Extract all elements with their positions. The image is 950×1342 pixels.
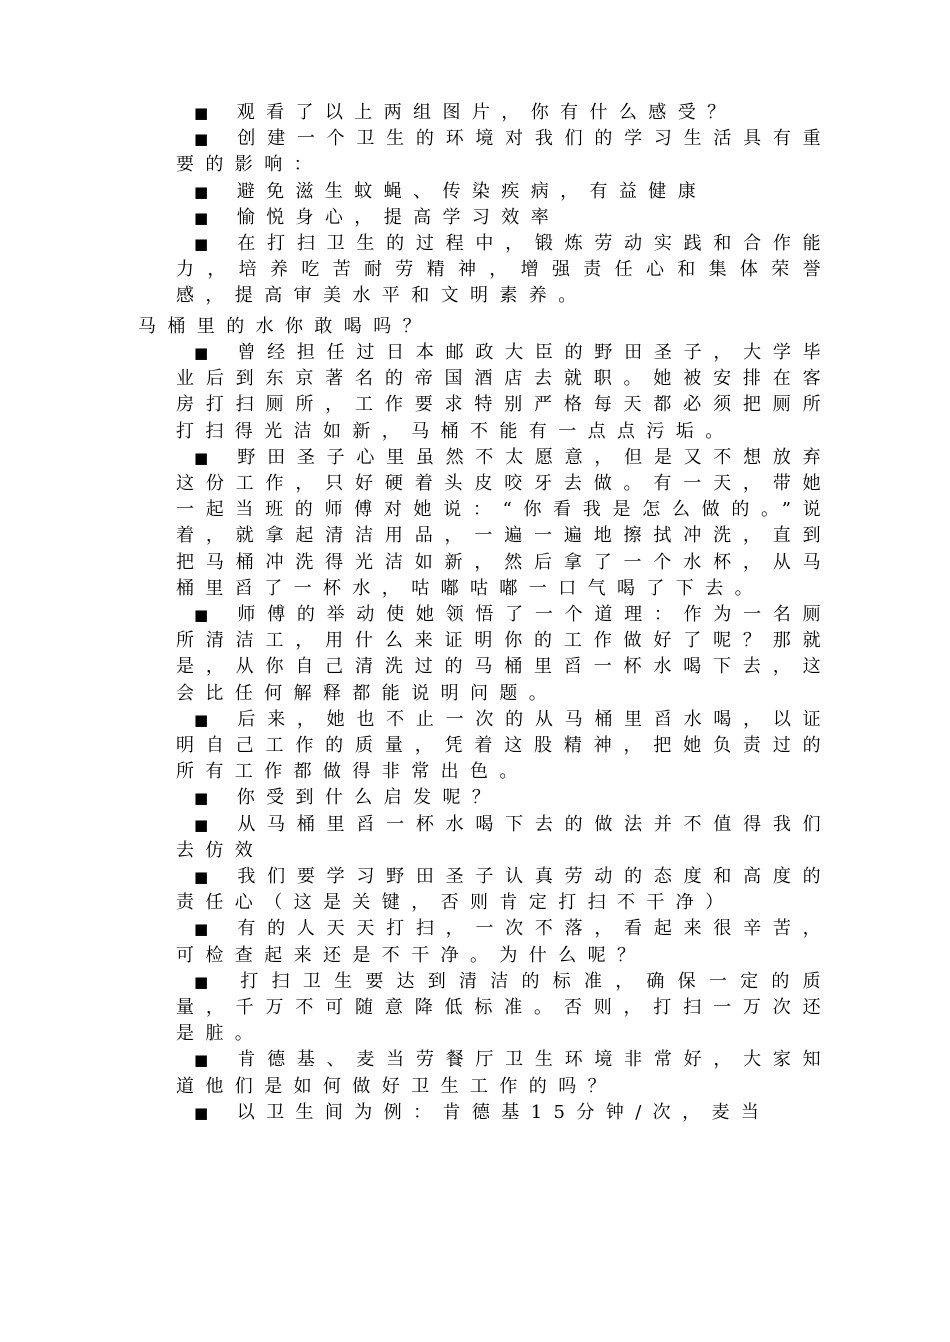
paragraph-text: 你受到什么启发呢？ [236,787,502,809]
paragraph-text: 愉悦身心，提高学习效率 [236,206,561,228]
bullet-square-icon: ■ [194,448,220,467]
section-a [176,100,832,310]
paragraph [176,602,832,707]
bullet-square-icon: ■ [194,815,220,834]
bullet-square-icon: ■ [194,606,220,625]
bullet-square-icon: ■ [194,868,220,887]
bullet-square-icon: ■ [194,104,220,122]
paragraph-text: 打扫卫生要达到清洁的标准，确保一定的质量，千万不可随意降低标准。否则，打扫一万次还是脏。 [176,970,833,1045]
paragraph [176,707,832,786]
paragraph-text: 后来，她也不止一次的从马桶里舀水喝，以证明自己工作的质量，凭着这股精神，把她负责过的所有工作都做得非常出色。 [176,708,833,783]
bullet-square-icon: ■ [194,1051,220,1070]
paragraph-text: 创建一个卫生的环境对我们的学习生活具有重要的影响： [176,128,833,176]
paragraph-text: 曾经担任过日本邮政大臣的野田圣子，大学毕业后到东京著名的帝国酒店去就职。她被安排在客房打扫厕所，工作要求特别严格每天都必须把厕所打扫得光洁如新，马桶不能有一点点污垢。 [176,342,833,442]
paragraph [176,1100,832,1126]
paragraph [176,445,832,602]
paragraph [176,340,832,445]
bullet-square-icon: ■ [194,710,220,729]
paragraph-text: 在打扫卫生的过程中，锻炼劳动实践和合作能力，培养吃苦耐劳精神，增强责任心和集体荣誉感，提高审美水平和文明素养。 [176,233,833,307]
paragraph-text: 肯德基、麦当劳餐厅卫生环境非常好，大家知道他们是如何做好卫生工作的吗？ [176,1049,833,1097]
paragraph-text: 我们要学习野田圣子认真劳动的态度和高度的责任心（这是关键，否则肯定打扫不干净） [176,866,833,914]
paragraph [176,969,832,1048]
paragraph [176,916,832,968]
bullet-square-icon: ■ [194,920,220,939]
bullet-square-icon: ■ [194,235,220,254]
paragraph [176,205,832,231]
paragraph-text: 以卫生间为例：肯德基15分钟/次，麦当 [236,1101,771,1123]
bullet-square-icon: ■ [194,344,220,362]
paragraph-text: 师傅的举动使她领悟了一个道理：作为一名厕所清洁工，用什么来证明你的工作做好了呢？那就是，从你自己清洗过的马桶里舀一杯水喝下去，这会比任何解释都能说明问题。 [176,604,833,704]
paragraph-text: 从马桶里舀一杯水喝下去的做法并不值得我们去仿效 [176,813,833,861]
bullet-square-icon: ■ [194,130,220,149]
bullet-square-icon: ■ [194,182,220,201]
paragraph [176,126,832,178]
paragraph [176,100,832,126]
paragraph-text: 观看了以上两组图片，你有什么感受？ [236,102,737,123]
section-b [176,340,832,1126]
bullet-square-icon: ■ [194,972,222,991]
paragraph-text: 有的人天天打扫，一次不落，看起来很辛苦，可检查起来还是不干净。为什么呢？ [176,918,833,966]
bullet-square-icon: ■ [194,208,220,227]
paragraph [176,1047,832,1099]
bullet-square-icon: ■ [194,1103,220,1122]
paragraph-text: 野田圣子心里虽然不太愿意，但是又不想放弃这份工作，只好硬着头皮咬牙去做。有一天，带她一起当班的师傅对她说：“你看我是怎么做的。”说着，就拿起清洁用品，一遍一遍地擦拭冲洗，直到把马桶冲洗得光洁如新，然后拿了一个水杯，从马桶里舀了一杯水，咕嘟咕嘟一口气喝了下去。 [176,446,833,599]
paragraph [176,785,832,811]
paragraph [176,179,832,205]
paragraph [176,864,832,916]
paragraph [176,231,832,310]
section-heading: 马桶里的水你敢喝吗？ [138,316,432,337]
paragraph-text: 避免滋生蚊蝇、传染疾病，有益健康 [236,180,708,202]
bullet-square-icon: ■ [194,789,220,808]
paragraph [176,812,832,864]
